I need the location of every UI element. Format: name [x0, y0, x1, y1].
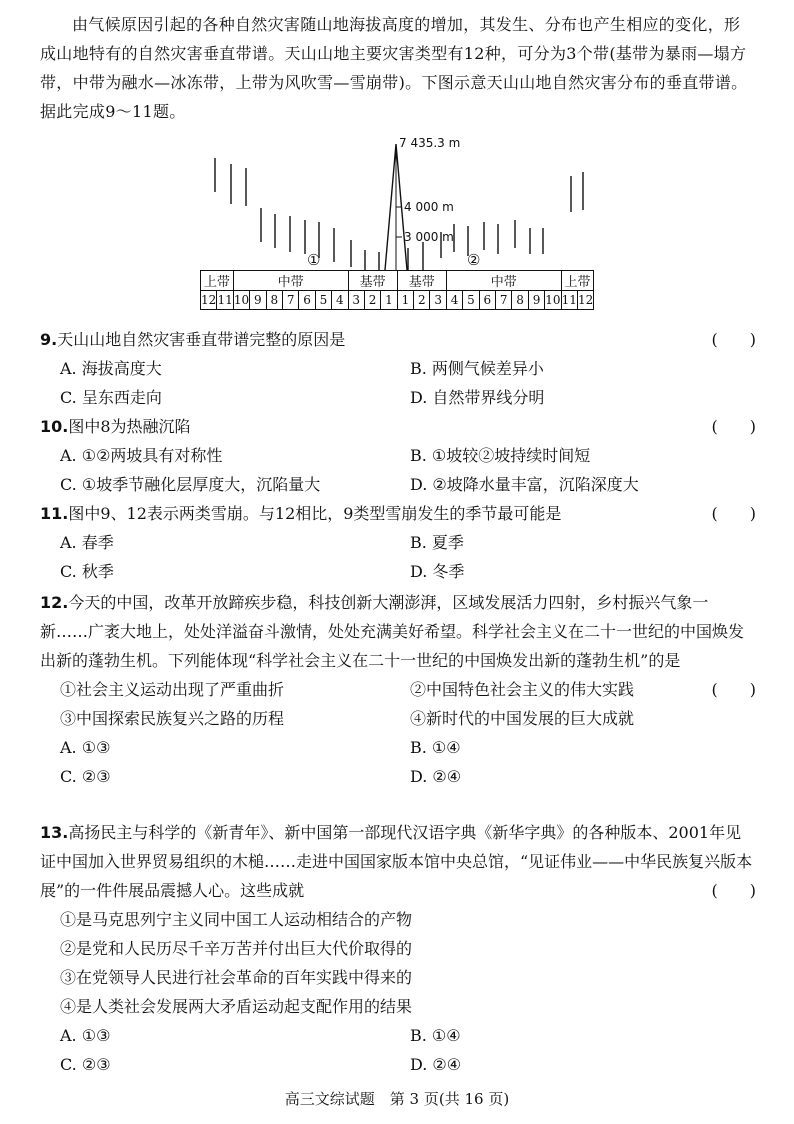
- answer-bracket: ( ): [711, 504, 756, 523]
- statement-1: ①是马克思列宁主义同中国工人运动相结合的产物: [60, 910, 413, 929]
- question-number: 13.: [40, 823, 69, 842]
- option-a[interactable]: A. ①③: [60, 1026, 111, 1045]
- hazard-number: 12: [577, 291, 593, 310]
- option-b[interactable]: B. ①坡较②坡持续时间短: [410, 446, 591, 465]
- diagram-lines: [195, 130, 605, 342]
- belt-table: [200, 270, 594, 310]
- question-11: [40, 499, 756, 586]
- option-b[interactable]: B. ①④: [410, 1026, 461, 1045]
- hazard-number: 6: [479, 291, 495, 310]
- number-row: [201, 291, 594, 310]
- stem-text: 图中8为热融沉陷: [68, 417, 191, 436]
- stem-text: 高扬民主与科学的《新青年》、新中国第一部现代汉语字典《新华字典》的各种版本、2001年见证中国加入世界贸易组织的木槌……走进中国国家版本馆中央总馆，“见证伟业——中华民族复兴版本展”的一件件展品震撼人心。这些成就: [40, 823, 753, 900]
- hazard-number: 7: [282, 291, 298, 310]
- belt-upper-right: 上带: [561, 271, 594, 291]
- option-row: [40, 557, 756, 586]
- question-9: [40, 325, 756, 412]
- statement-4: ④新时代的中国发展的巨大成就: [410, 709, 635, 728]
- option-b[interactable]: B. 夏季: [410, 533, 464, 552]
- option-row: [40, 1050, 756, 1079]
- statement-row: [40, 675, 756, 704]
- hazard-number: 12: [201, 291, 217, 310]
- hazard-number: 8: [512, 291, 528, 310]
- hazard-number: 1: [381, 291, 397, 310]
- question-stem: [40, 818, 756, 905]
- belt-base-left: 基带: [348, 271, 397, 291]
- stem-text: 图中9、12表示两类雪崩。与12相比，9类型雪崩发生的季节最可能是: [68, 504, 562, 523]
- hazard-number: 6: [299, 291, 315, 310]
- option-b[interactable]: B. 两侧气候差异小: [410, 359, 544, 378]
- hazard-number: 9: [250, 291, 266, 310]
- option-a[interactable]: A. 春季: [60, 533, 114, 552]
- statement-3: ③在党领导人民进行社会革命的百年实践中得来的: [60, 968, 413, 987]
- question-stem: [40, 588, 756, 675]
- option-c[interactable]: C. 秋季: [60, 562, 114, 581]
- option-row: [40, 470, 756, 499]
- option-row: [40, 1021, 756, 1050]
- slope-2-label: ②: [467, 251, 481, 269]
- vertical-zonation-diagram: [195, 130, 605, 342]
- option-row: [40, 354, 756, 383]
- statement-row: [40, 963, 756, 992]
- option-d[interactable]: D. 自然带界线分明: [410, 388, 545, 407]
- hazard-number: 5: [463, 291, 479, 310]
- hazard-number: 1: [397, 291, 413, 310]
- answer-bracket: ( ): [711, 881, 756, 900]
- page-footer: 高三文综试题 第 3 页(共 16 页): [284, 1090, 510, 1108]
- hazard-number: 4: [446, 291, 462, 310]
- option-c[interactable]: C. ②③: [60, 1055, 111, 1074]
- statement-row: [40, 704, 756, 733]
- hazard-number: 11: [561, 291, 577, 310]
- stem-text: 天山山地自然灾害垂直带谱完整的原因是: [57, 330, 346, 349]
- option-d[interactable]: D. ②坡降水量丰富，沉陷深度大: [410, 475, 639, 494]
- hazard-number: 3: [430, 291, 446, 310]
- option-row: [40, 441, 756, 470]
- hazard-number: 3: [348, 291, 364, 310]
- answer-bracket: ( ): [711, 680, 756, 699]
- option-c[interactable]: C. 呈东西走向: [60, 388, 162, 407]
- question-12: [40, 588, 756, 791]
- option-d[interactable]: D. ②④: [410, 1055, 462, 1074]
- question-stem: [40, 499, 756, 528]
- belt-base-right: 基带: [397, 271, 446, 291]
- statement-row: [40, 992, 756, 1021]
- belt-middle-right: 中带: [446, 271, 561, 291]
- hazard-number: 11: [217, 291, 233, 310]
- option-d[interactable]: D. ②④: [410, 767, 462, 786]
- statement-2: ②是党和人民历尽千辛万苦并付出巨大代价取得的: [60, 939, 413, 958]
- belt-middle-left: 中带: [233, 271, 348, 291]
- question-10: [40, 412, 756, 499]
- peak-altitude-label: 7 435.3 m: [399, 136, 461, 150]
- hazard-number: 8: [266, 291, 282, 310]
- statement-2: ②中国特色社会主义的伟大实践: [410, 680, 635, 699]
- option-a[interactable]: A. ①③: [60, 738, 111, 757]
- hazard-number: 5: [315, 291, 331, 310]
- question-number: 12.: [40, 593, 69, 612]
- belt-row: [201, 271, 594, 291]
- statement-row: [40, 934, 756, 963]
- statement-4: ④是人类社会发展两大矛盾运动起支配作用的结果: [60, 997, 413, 1016]
- answer-bracket: ( ): [711, 417, 756, 436]
- question-number: 11.: [40, 504, 69, 523]
- slope-1-label: ①: [307, 251, 321, 269]
- answer-bracket: ( ): [711, 330, 756, 349]
- stem-text: 今天的中国，改革开放蹄疾步稳，科技创新大潮澎湃，区域发展活力四射，乡村振兴气象一新……广袤大地上，处处洋溢奋斗激情，处处充满美好希望。科学社会主义在二十一世纪的中国焕发出新的蓬勃生机。下列能体现“科学社会主义在二十一世纪的中国焕发出新的蓬勃生机”的是: [40, 593, 745, 670]
- option-a[interactable]: A. ①②两坡具有对称性: [60, 446, 223, 465]
- hazard-number: 10: [545, 291, 561, 310]
- option-a[interactable]: A. 海拔高度大: [60, 359, 162, 378]
- intro-text: 由气候原因引起的各种自然灾害随山地海拔高度的增加，其发生、分布也产生相应的变化，形成山地特有的自然灾害垂直带谱。天山山地主要灾害类型有12种，可分为3个带(基带为暴雨—塌方带，中带为融水—冰冻带，上带为风吹雪—雪崩带)。下图示意天山山地自然灾害分布的垂直带谱。据此完成9～11题。: [40, 15, 748, 121]
- hazard-number: 7: [496, 291, 512, 310]
- statement-3: ③中国探索民族复兴之路的历程: [60, 709, 285, 728]
- option-row: [40, 733, 756, 762]
- option-b[interactable]: B. ①④: [410, 738, 461, 757]
- statement-1: ①社会主义运动出现了严重曲折: [60, 680, 285, 699]
- question-number: 9.: [40, 330, 58, 349]
- option-row: [40, 762, 756, 791]
- option-d[interactable]: D. 冬季: [410, 562, 465, 581]
- question-number: 10.: [40, 417, 69, 436]
- question-stem: [40, 412, 756, 441]
- option-row: [40, 528, 756, 557]
- option-c[interactable]: C. ②③: [60, 767, 111, 786]
- option-c[interactable]: C. ①坡季节融化层厚度大，沉陷量大: [60, 475, 321, 494]
- belt-upper-left: 上带: [201, 271, 234, 291]
- statement-row: [40, 905, 756, 934]
- altitude-3000-label: 3 000 m: [404, 230, 454, 244]
- passage-intro: [40, 10, 756, 126]
- hazard-number: 4: [332, 291, 348, 310]
- hazard-number: 2: [414, 291, 430, 310]
- question-stem: [40, 325, 756, 354]
- altitude-4000-label: 4 000 m: [404, 200, 454, 214]
- hazard-number: 9: [528, 291, 544, 310]
- hazard-number: 2: [364, 291, 380, 310]
- question-13: [40, 818, 756, 1079]
- option-row: [40, 383, 756, 412]
- hazard-number: 10: [233, 291, 249, 310]
